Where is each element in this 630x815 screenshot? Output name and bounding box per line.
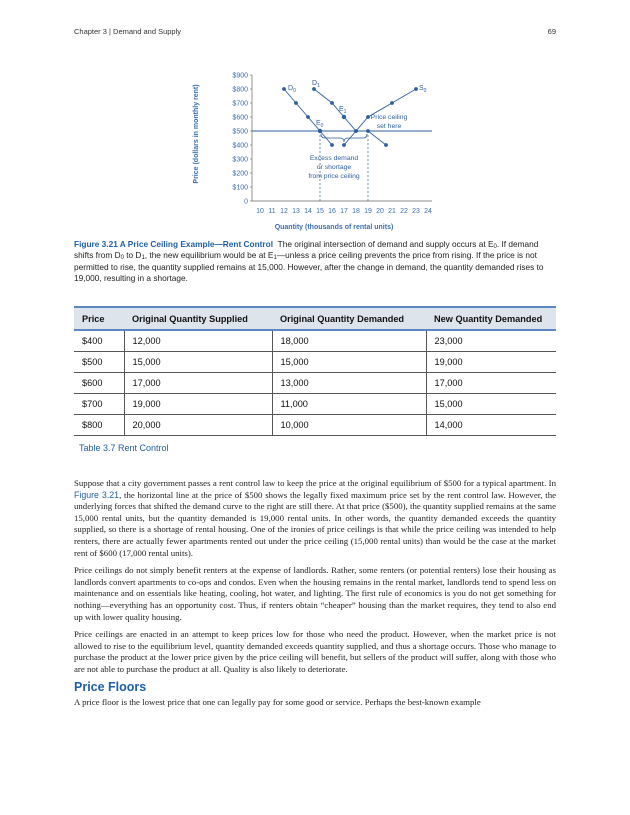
d1-label: $D_1$ [312, 80, 320, 89]
table-row [74, 330, 556, 352]
table-header: Original Quantity Supplied [124, 307, 272, 330]
y-axis-title: Price (dollars in monthly rent) [193, 84, 200, 184]
y-tick-label: $300 [232, 156, 248, 164]
x-tick-label: 18 [352, 208, 360, 215]
data-point-s0 [414, 87, 418, 91]
table-row [74, 352, 556, 373]
table-header: New Quantity Demanded [426, 307, 556, 330]
y-axis-ticks [232, 73, 252, 206]
data-point-d1 [366, 129, 370, 133]
data-point-d1 [312, 87, 316, 91]
y-tick-label: $500 [232, 128, 248, 136]
table-cell: 19,000 [426, 352, 556, 373]
table-cell: 15,000 [426, 394, 556, 415]
table-cell: 14,000 [426, 415, 556, 436]
figure-caption-label: Figure 3.21 A Price Ceiling Example—Rent Control [74, 239, 274, 249]
d0-label: $D_0$ [288, 85, 296, 94]
figure-caption: Figure 3.21 A Price Ceiling Example—Rent Control The original intersection of demand and supply occurs at $E_0$. If demand shifts from $D_0$ to $D_1$, the new equilibrium would be at $E_1—unless$ a price ceiling prevents the price from rising. If the price is not permitted to rise, the quantity supplied remains at 15,000. However, after the change in demand, the quantity demanded rises to 19,000, resulting in a shortage. [74, 239, 544, 283]
table-cell: 13,000 [272, 373, 426, 394]
x-tick-label: 14 [304, 208, 312, 215]
y-tick-label: $100 [232, 184, 248, 192]
data-point-d1 [330, 101, 334, 105]
x-tick-label: 17 [340, 208, 348, 215]
table-cell: 15,000 [272, 352, 426, 373]
y-tick-label: $900 [232, 72, 248, 80]
paragraph: Price ceilings do not simply benefit renters at the expense of landlords. Rather, some renters (or potential renters) lose their housing as landlords convert apartments to co-ops and condos. Even when the housing remains in the rental market, landlords tend to spend less on maintenance and on essentials like heating, cooling, hot water, and lighting. The first rule of economics is you do not get something for nothing—everything has an opportunity cost. Thus, if renters obtain “cheaper” housing than the market requires, they tend to also end up with lower quality housing. [74, 565, 556, 622]
table-cell: 12,000 [124, 330, 272, 352]
table-cell: 19,000 [124, 394, 272, 415]
x-axis-title: Quantity (thousands of rental units) [274, 224, 394, 231]
table-row [74, 373, 556, 394]
data-point-d0 [330, 143, 334, 147]
x-tick-label: 11 [268, 208, 276, 215]
equilibrium-point-e0 [318, 129, 322, 133]
e0-label: $E_0$ [316, 120, 324, 129]
data-point-d0 [282, 87, 286, 91]
table-cell: 18,000 [272, 330, 426, 352]
table-caption: Table 3.7 Rent Control [79, 443, 169, 453]
table-cell: 11,000 [272, 394, 426, 415]
running-header [74, 27, 556, 36]
table-cell: 10,000 [272, 415, 426, 436]
table-cell: $800 [74, 415, 124, 436]
rent-control-table [74, 306, 556, 436]
table-cell: 20,000 [124, 415, 272, 436]
section-heading: Price Floors [74, 679, 147, 694]
x-tick-label: 13 [292, 208, 300, 215]
table-cell: 15,000 [124, 352, 272, 373]
table-row [74, 415, 556, 436]
y-tick-label: 0 [244, 198, 248, 206]
body-text [74, 478, 556, 715]
x-tick-label: 20 [376, 208, 384, 215]
table-header: Price [74, 307, 124, 330]
ceiling-annotation-line2: set here [376, 123, 402, 130]
e1-label: $E_1$ [339, 106, 347, 115]
data-point-d0 [306, 115, 310, 119]
paragraph: A price floor is the lowest price that one can legally pay for some good or service. Perhaps the best-known example [74, 697, 481, 708]
page-number: 69 [547, 27, 556, 36]
data-point-s0 [342, 143, 346, 147]
table-cell: 17,000 [124, 373, 272, 394]
x-tick-label: 21 [388, 208, 396, 215]
x-tick-label: 19 [364, 208, 372, 215]
paragraph: Suppose that a city government passes a rent control law to keep the price at the original equilibrium of $500 for a typical apartment. In Figure 3.21, the horizontal line at the price of $500 shows the legally fixed maximum price set by the rent control law. However, the underlying forces that shifted the demand curve to the right are still there. At that price ($500), the quantity supplied remains at the same 15,000 rental units, but the quantity demanded is 19,000 rental units. In other words, the quantity demanded exceeds the quantity supplied, so there is a shortage of rental housing. One of the ironies of price ceilings is that while the price ceiling was intended to help renters, there are actually fewer apartments rented out under the price ceiling (15,000 rental units) than would be the case at the market rent of $600 (17,000 rental units). [74, 478, 557, 558]
price-ceiling-chart [186, 68, 446, 233]
y-tick-label: $700 [232, 100, 248, 108]
data-point-d0 [294, 101, 298, 105]
figure-link[interactable]: Figure 3.21 [74, 489, 120, 500]
y-tick-label: $800 [232, 86, 248, 94]
equilibrium-point-e1 [342, 115, 346, 119]
s0-label: $S_0$ [419, 85, 427, 94]
paragraph: Price ceilings are enacted in an attempt to keep prices low for those who need the product. However, when the market price is not allowed to rise to the equilibrium level, quantity demanded exceeds quantity supplied, and thus a shortage occurs. Those who manage to purchase the product at the lower price given by the price ceiling will benefit, but sellers of the product will suffer, along with those who are not able to purchase the product at all. Quality is also likely to deteriorate. [74, 629, 556, 674]
table-header-row [74, 307, 556, 330]
data-point-d1 [384, 143, 388, 147]
x-tick-label: 10 [256, 208, 264, 215]
x-tick-label: 16 [328, 208, 336, 215]
x-tick-label: 22 [400, 208, 408, 215]
data-point-s0 [354, 129, 358, 133]
table-cell: $500 [74, 352, 124, 373]
y-tick-label: $200 [232, 170, 248, 178]
table-cell: 17,000 [426, 373, 556, 394]
table-cell: $600 [74, 373, 124, 394]
y-tick-label: $600 [232, 114, 248, 122]
table-cell: 23,000 [426, 330, 556, 352]
shortage-annotation-line2: or shortage [316, 164, 352, 171]
x-tick-label: 12 [280, 208, 288, 215]
table-cell: $700 [74, 394, 124, 415]
shortage-annotation-line3: from price ceiling [308, 173, 360, 180]
x-tick-label: 24 [424, 208, 432, 215]
x-tick-label: 15 [316, 208, 324, 215]
x-tick-label: 23 [412, 208, 420, 215]
data-point-s0 [366, 115, 370, 119]
y-tick-label: $400 [232, 142, 248, 150]
ceiling-annotation-line1: Price ceiling [370, 114, 408, 121]
table-cell: $400 [74, 330, 124, 352]
data-point-s0 [390, 101, 394, 105]
x-axis-ticks [256, 208, 432, 215]
table-row [74, 394, 556, 415]
shortage-annotation-line1: Excess demand [309, 155, 359, 162]
table-header: Original Quantity Demanded [272, 307, 426, 330]
chapter-title: Chapter 3 | Demand and Supply [74, 27, 182, 36]
